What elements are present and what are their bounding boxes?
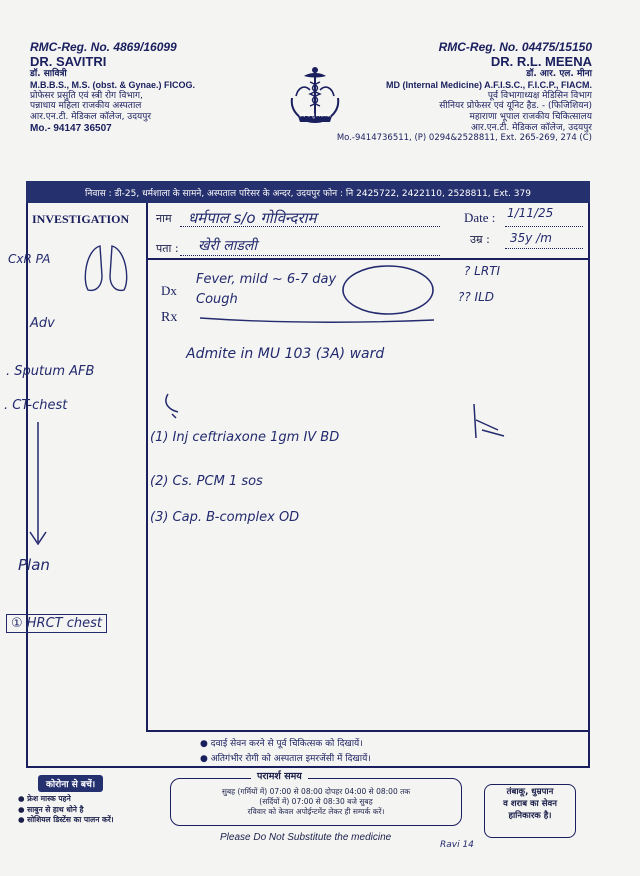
notice-divider	[146, 730, 590, 732]
left-reg-number: RMC-Reg. No. 4869/16099	[30, 40, 177, 54]
investigation-divider	[146, 203, 148, 731]
left-doctor-name: DR. SAVITRI	[30, 54, 107, 70]
address-line	[180, 255, 440, 256]
left-qualification: M.B.B.S., M.S. (obst. & Gynae.) FICOG.	[30, 80, 196, 91]
hw-plan-hrct: ① HRCT chest	[6, 614, 107, 633]
hw-plan: Plan	[18, 556, 50, 574]
hw-inv-sputum: . Sputum AFB	[6, 364, 95, 379]
left-designation: प्रोफेसर प्रसुति एवं स्त्री रोग विभाग,	[30, 90, 143, 101]
right-mobile: Mo.-9414736511, (P) 0294&2528811, Ext. 265-269, 274 (C)	[336, 133, 592, 144]
rx-label: Rx	[161, 310, 178, 325]
hw-underline	[198, 308, 438, 328]
hw-side-note-2: ?? ILD	[458, 290, 495, 304]
left-doctor-name-hindi: डॉ. सावित्री	[30, 69, 67, 80]
hw-dx-line-1: Fever, mild ~ 6-7 day	[196, 272, 337, 287]
right-border	[588, 203, 590, 766]
right-line-3: महाराणा भूपाल राजकीय चिकित्सालय	[469, 111, 592, 122]
date-label: Date :	[464, 210, 496, 225]
investigation-label: INVESTIGATION	[32, 212, 130, 226]
footer-divider	[26, 766, 590, 768]
notice-2: ● अतिगंभीर रोगी को अस्पताल इमरजेंसी में दिखायें।	[200, 754, 371, 764]
hw-inv-cxr: CxR PA	[8, 252, 51, 266]
hw-rx-1: (1) Inj ceftriaxone 1gm IV BD	[150, 430, 340, 445]
logo-motto: सर्वे सन्तु निरामया	[299, 113, 331, 119]
hw-date: 1/11/25	[507, 206, 554, 220]
hw-rx-3: (3) Cap. B-complex OD	[150, 510, 300, 525]
tobacco-line-1: तंबाकू, धुम्रपान	[506, 787, 554, 797]
hw-inv-adv: Adv	[30, 316, 55, 331]
corona-item-3: ● सोशियल डिस्टेंस का पालन करें।	[18, 815, 114, 824]
right-doctor-name: DR. R.L. MEENA	[490, 54, 592, 70]
left-doctor-block	[30, 40, 270, 134]
notice-1: ● दवाई सेवन करने से पूर्व चिकित्सक को दिखायें।	[200, 739, 363, 749]
tobacco-warning-box	[484, 784, 576, 838]
date-line	[505, 226, 583, 227]
hw-mark	[160, 390, 190, 420]
timing-line-3: रविवार को केवल अपोईन्टमेंट लेकर ही सम्पर्क करें।	[247, 807, 385, 817]
hw-side-note-1: ? LRTI	[464, 264, 501, 278]
footer-note: Please Do Not Substitute the medicine	[220, 832, 392, 843]
hw-signature: Ravi 14	[440, 840, 474, 850]
age-line	[505, 248, 583, 249]
hw-lung-sketch	[76, 240, 136, 296]
age-label: उम्र :	[470, 233, 490, 246]
hw-address: खेरी लाडली	[198, 238, 257, 254]
address-band: निवास : डी-25, धर्मशाला के सामने, अस्पताल परिसर के अन्दर, उदयपुर फोन : नि 2425722, 2422110, 2528811, Ext. 379	[26, 181, 590, 203]
tobacco-line-3: हानिकारक है।	[508, 810, 552, 821]
hw-rx-2: (2) Cs. PCM 1 sos	[150, 474, 263, 489]
left-mobile: Mo.- 94147 36507	[30, 122, 112, 134]
hw-dx-line-2: Cough	[196, 292, 238, 307]
right-line-1: पूर्व विभागाध्यक्ष मेडिसिन विभाग	[487, 90, 592, 101]
right-line-2: सीनियर प्रोफेसर एवं यूनिट हैड. - (फिजिशियन)	[439, 101, 592, 112]
timing-line-2: (सर्दियों में) 07:00 से 08:30 बजे सुबह	[259, 797, 373, 807]
hw-arrow	[24, 420, 54, 550]
header-divider	[148, 258, 588, 260]
right-doctor-name-hindi: डॉ. आर. एल. मीना	[526, 69, 592, 80]
hw-age: 35y /m	[510, 231, 552, 245]
dx-label: Dx	[161, 283, 177, 298]
left-post: पन्नाधाय महिला राजकीय अस्पताल	[30, 101, 142, 112]
right-college: आर.एन.टी. मेडिकल कॉलेज, उदयपुर	[470, 122, 592, 133]
corona-title: कोरोना से बचें।	[38, 775, 103, 792]
left-college: आर.एन.टी. मेडिकल कॉलेज, उदयपुर	[30, 111, 152, 122]
address-label: पता :	[156, 242, 179, 255]
right-qualification: MD (Internal Medicine) A.F.I.S.C., F.I.C.P., FIACM.	[385, 80, 592, 91]
name-label: नाम	[156, 212, 172, 225]
right-reg-number: RMC-Reg. No. 04475/15150	[438, 40, 592, 54]
corona-item-2: ● साबुन से हाथ धोने है	[18, 804, 84, 814]
timing-box	[170, 771, 462, 826]
tobacco-line-2: व शराब का सेवन	[503, 798, 557, 809]
corona-item-1: ● फ्रेश मास्क पहने	[18, 794, 71, 803]
hw-tick-mark	[468, 400, 508, 442]
corona-box	[18, 772, 154, 826]
hw-patient-name: धर्मपाल s/o गोविन्दराम	[188, 209, 317, 227]
right-doctor-block	[292, 40, 592, 143]
hw-inv-ct: . CT-chest	[4, 398, 68, 413]
hw-admit-note: Admite in MU 103 (3A) ward	[186, 346, 385, 362]
timing-title: परामर्श समय	[251, 769, 308, 782]
timing-line-1: सुबह (गर्मियों में) 07:00 से 08:00 दोपहर 04:00 से 08:00 तक	[221, 787, 411, 796]
